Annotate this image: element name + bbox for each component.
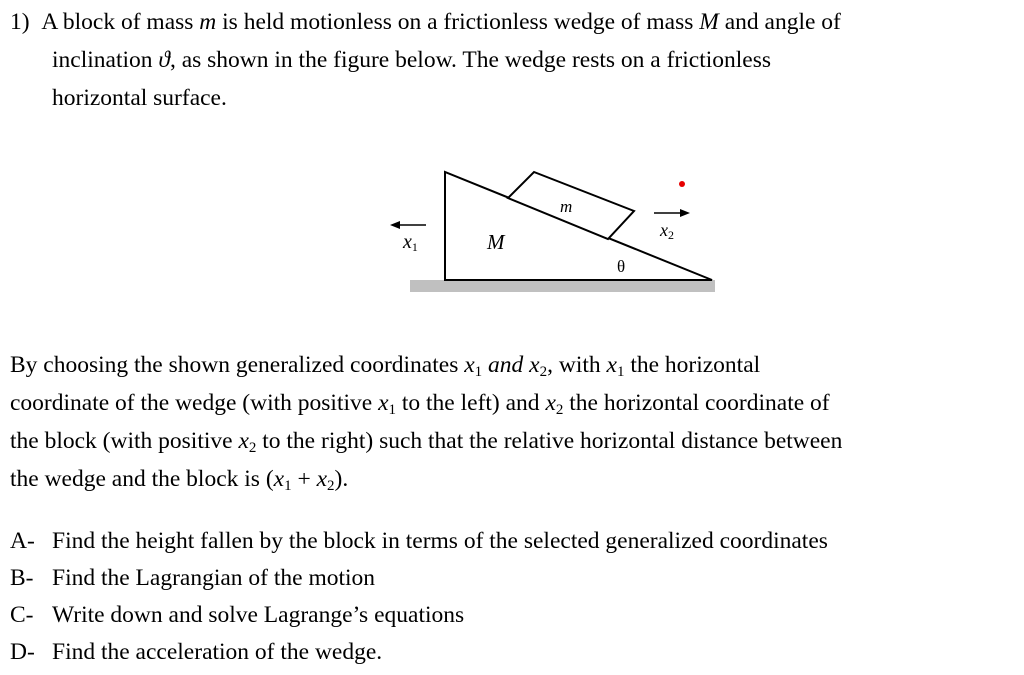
x2-arrowhead	[680, 209, 690, 217]
question-text: Find the acceleration of the wedge.	[52, 639, 383, 665]
question-d	[10, 637, 382, 667]
question-text: Write down and solve Lagrange’s equations	[52, 602, 465, 628]
x1-arrowhead	[390, 221, 400, 229]
wedge-mass-label: M	[487, 230, 505, 254]
question-text: Find the Lagrangian of the motion	[52, 565, 376, 591]
question-label: C-	[10, 602, 34, 628]
question-label: A-	[10, 528, 35, 554]
red-dot	[679, 181, 685, 187]
angle-label: θ	[617, 257, 626, 276]
x2-label: x2	[660, 220, 674, 242]
question-label: D-	[10, 639, 35, 665]
ground-surface	[410, 280, 715, 292]
mass-m-symbol: m	[199, 9, 217, 35]
question-label: B-	[10, 565, 34, 591]
question-c	[10, 600, 464, 630]
question-text: Find the height fallen by the block in terms of the selected generalized coordinates	[52, 528, 828, 554]
block-mass-label: m	[560, 197, 573, 216]
problem-line-2: inclination ϑ, as shown in the figure below. The wedge rests on a frictionless	[52, 47, 772, 73]
theta-symbol: ϑ	[158, 47, 170, 73]
question-a	[10, 526, 828, 556]
x1-label: x1	[403, 231, 418, 254]
problem-line-1: 1) A block of mass m is held motionless on a frictionless wedge of mass M and angle of	[10, 9, 841, 35]
paragraph-line-4: the wedge and the block is $(x_1 + x_2)$.	[10, 466, 349, 494]
mass-M-symbol: M	[699, 9, 719, 35]
question-b	[10, 563, 375, 593]
paragraph-line-1: By choosing the shown generalized coordinates $x_1$ and $x_2$, with $x_1$ the horizontal	[10, 352, 761, 380]
problem-line-3: horizontal surface.	[52, 85, 227, 111]
paragraph-line-2: coordinate of the wedge (with positive $x_1$ to the left) and $x_2$ the horizontal coordinate of	[10, 390, 830, 418]
paragraph-line-3: the block (with positive $x_2$ to the right) such that the relative horizontal distance between	[10, 428, 843, 456]
problem-number: 1)	[10, 9, 30, 35]
